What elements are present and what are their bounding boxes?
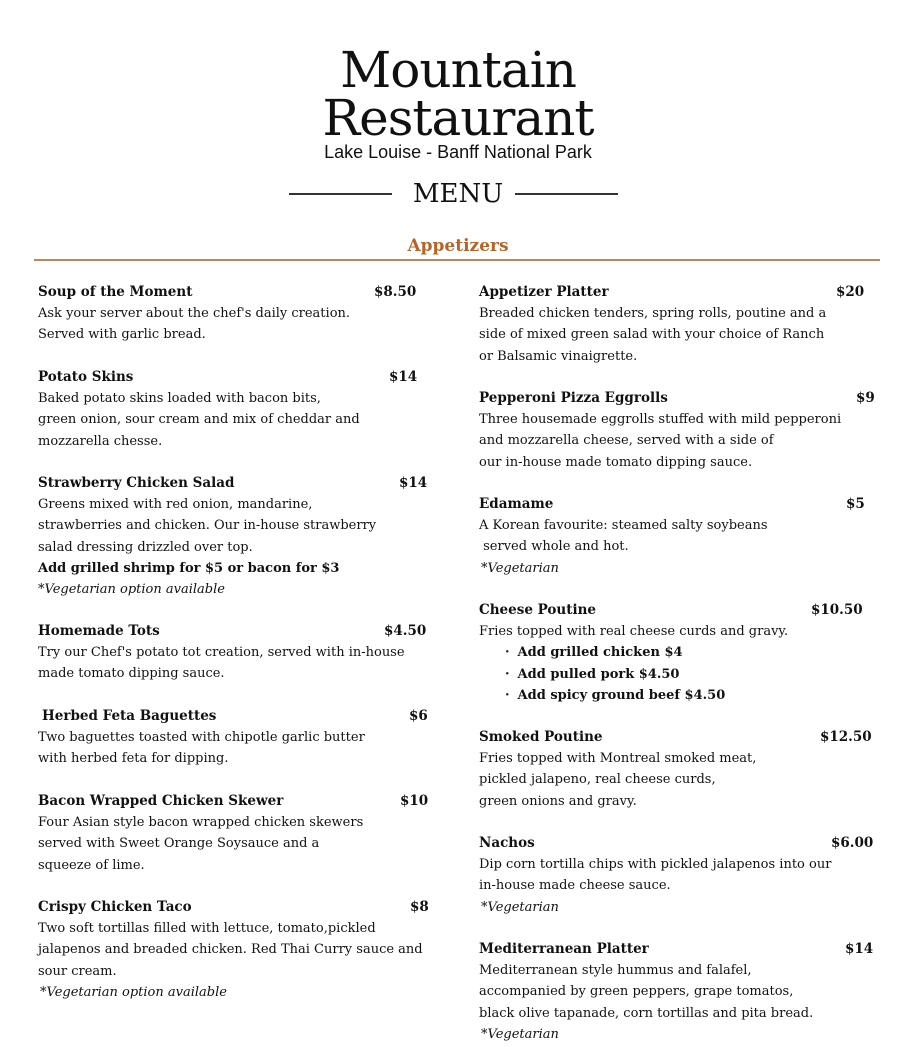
menu-heading: MENU: [412, 179, 504, 209]
vegetarian-note: *Vegetarian: [481, 899, 559, 915]
item-description: [38, 303, 350, 346]
description-line: jalapenos and breaded chicken. Red Thai Curry sauce and: [38, 942, 423, 958]
item-price: $14: [389, 369, 418, 385]
item-name: Smoked Poutine: [479, 729, 603, 745]
item-price: $20: [836, 284, 865, 300]
item-price: $10: [400, 793, 429, 809]
section-title-appetizers: Appetizers: [407, 236, 509, 256]
item-name: Herbed Feta Baguettes: [42, 708, 217, 724]
vegetarian-note: *Vegetarian option available: [40, 984, 227, 1000]
item-name: Soup of the Moment: [38, 284, 193, 300]
section-divider: [34, 259, 880, 261]
addon-item: · Add pulled pork $4.50: [479, 664, 788, 685]
item-price: $14: [845, 941, 874, 957]
description-line: with herbed feta for dipping.: [38, 751, 229, 767]
item-description: [38, 494, 376, 600]
description-line: squeeze of lime.: [38, 857, 145, 873]
item-price: $14: [399, 475, 428, 491]
item-name: Homemade Tots: [38, 623, 160, 639]
description-line: Four Asian style bacon wrapped chicken skewers: [38, 815, 364, 830]
item-description: [479, 621, 788, 706]
item-description: [479, 960, 813, 1045]
description-line: green onion, sour cream and mix of cheddar and: [38, 412, 360, 428]
description-line: Baked potato skins loaded with bacon bits,: [38, 391, 321, 406]
description-line: Fries topped with real cheese curds and gravy.: [479, 624, 789, 639]
item-name: Pepperoni Pizza Eggrolls: [479, 390, 668, 406]
item-name: Mediterranean Platter: [479, 941, 649, 957]
item-price: $6: [409, 708, 428, 724]
description-line: Ask your server about the chef's daily creation.: [38, 306, 351, 321]
item-description: [479, 303, 826, 367]
item-name: Appetizer Platter: [479, 284, 609, 300]
item-price: $4.50: [384, 623, 427, 639]
description-line: and mozzarella cheese, served with a side of: [479, 433, 774, 449]
item-description: [38, 918, 423, 1003]
description-line: Dip corn tortilla chips with pickled jalapenos into our: [479, 857, 832, 872]
description-line: Three housemade eggrolls stuffed with mild pepperoni: [479, 412, 842, 427]
addon-item: · Add spicy ground beef $4.50: [479, 685, 788, 706]
description-line: Greens mixed with red onion, mandarine,: [38, 497, 313, 512]
description-line: Served with garlic bread.: [38, 327, 206, 343]
item-name: Strawberry Chicken Salad: [38, 475, 235, 491]
description-line: served whole and hot.: [479, 539, 629, 555]
description-line: pickled jalapeno, real cheese curds,: [479, 772, 716, 788]
item-description: [38, 388, 360, 452]
item-description: [479, 854, 831, 918]
description-line: our in-house made tomato dipping sauce.: [479, 454, 753, 470]
item-price: $6.00: [831, 835, 874, 851]
description-line: in-house made cheese sauce.: [479, 878, 671, 894]
item-name: Cheese Poutine: [479, 602, 597, 618]
restaurant-name-line2: Restaurant: [322, 89, 594, 147]
item-name: Nachos: [479, 835, 535, 851]
description-line: A Korean favourite: steamed salty soybeans: [479, 518, 768, 533]
item-name: Bacon Wrapped Chicken Skewer: [38, 793, 284, 809]
description-line: Try our Chef's potato tot creation, served with in-house: [38, 645, 405, 660]
description-line: served with Sweet Orange Soysauce and a: [38, 836, 320, 852]
item-price: $5: [846, 496, 865, 512]
item-description: [38, 727, 365, 770]
item-name: Edamame: [479, 496, 554, 512]
item-price: $8: [410, 899, 429, 915]
item-description: [479, 748, 756, 812]
vegetarian-note: *Vegetarian option available: [38, 582, 225, 598]
description-line: green onions and gravy.: [479, 793, 637, 809]
description-line: made tomato dipping sauce.: [38, 666, 225, 682]
item-price: $10.50: [811, 602, 863, 618]
description-line: side of mixed green salad with your choice of Ranch: [479, 327, 825, 343]
vegetarian-note: *Vegetarian: [481, 560, 559, 576]
description-line: or Balsamic vinaigrette.: [479, 348, 638, 364]
item-price: $8.50: [374, 284, 417, 300]
item-description: [38, 642, 405, 685]
description-line: Two baguettes toasted with chipotle garlic butter: [38, 730, 365, 745]
description-line: sour cream.: [38, 963, 117, 979]
item-description: [38, 812, 363, 876]
description-line: Fries topped with Montreal smoked meat,: [479, 751, 757, 766]
description-line: strawberries and chicken. Our in-house strawberry: [38, 518, 377, 534]
menu-divider-right: [515, 193, 618, 195]
item-name: Crispy Chicken Taco: [38, 899, 192, 915]
item-description: [479, 409, 841, 473]
addon-item: · Add grilled chicken $4: [479, 642, 788, 663]
item-addon: Add grilled shrimp for $5 or bacon for $3: [38, 560, 340, 576]
description-line: Mediterranean style hummus and falafel,: [479, 963, 752, 978]
restaurant-name-line1: Mountain: [340, 41, 576, 99]
item-description: [479, 515, 768, 579]
description-line: accompanied by green peppers, grape tomatos,: [479, 984, 794, 1000]
item-price: $12.50: [820, 729, 872, 745]
item-name: Potato Skins: [38, 369, 134, 385]
description-line: mozzarella chesse.: [38, 433, 163, 449]
vegetarian-note: *Vegetarian: [481, 1026, 559, 1042]
description-line: Breaded chicken tenders, spring rolls, poutine and a: [479, 306, 827, 321]
description-line: Two soft tortillas filled with lettuce, tomato,pickled: [38, 921, 376, 936]
description-line: black olive tapanade, corn tortillas and pita bread.: [479, 1005, 814, 1021]
item-price: $9: [856, 390, 875, 406]
description-line: salad dressing drizzled over top.: [38, 539, 253, 555]
location-subtitle: Lake Louise - Banff National Park: [324, 142, 592, 162]
